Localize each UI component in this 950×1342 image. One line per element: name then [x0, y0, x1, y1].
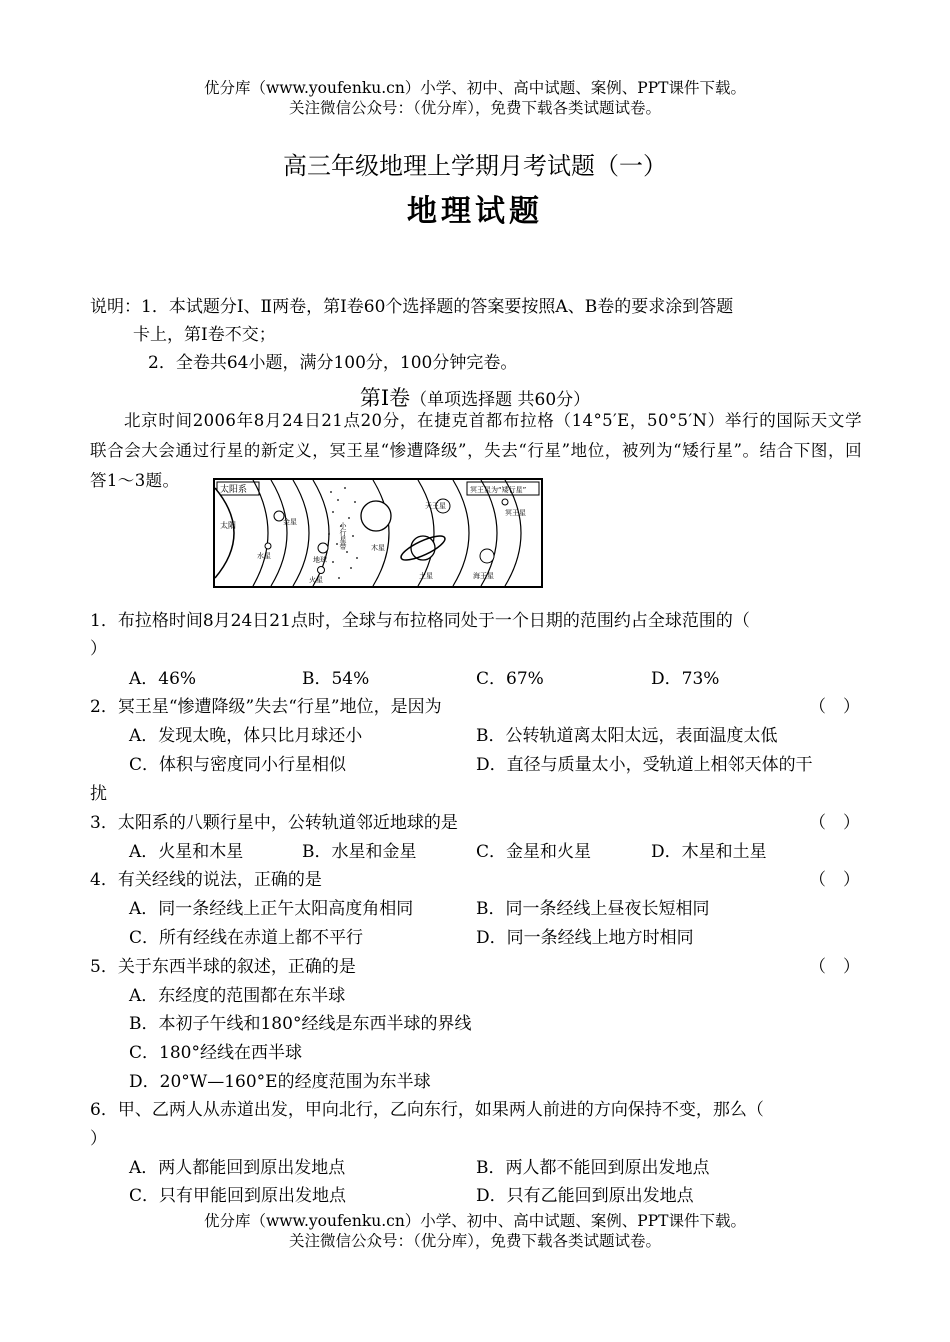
planet-label-earth: 地球: [313, 556, 327, 564]
planet-label-uranus: 天王星: [425, 502, 446, 510]
instruction-line-3: 2．全卷共64小题，满分100分，100分钟完卷。: [148, 353, 518, 373]
q6-option-d: D．只有乙能回到原出发地点: [476, 1186, 694, 1206]
q1-stem: 1．布拉格时间8月24日21点时，全球与布拉格同处于一个日期的范围约占全球范围的（: [90, 611, 750, 631]
exam-title: 高三年级地理上学期月考试题（一）: [283, 152, 667, 180]
q5-option-b: B．本初子午线和180°经线是东西半球的界线: [129, 1014, 472, 1034]
q2-stem: 2．冥王星“惨遭降级”失去“行星”地位，是因为: [90, 697, 442, 717]
asteroid-belt-label: 小行星带: [339, 522, 347, 550]
q2-option-b: B．公转轨道离太阳太远，表面温度太低: [476, 726, 778, 746]
q1-option-a: A．46%: [129, 669, 197, 689]
q6-option-b: B．两人都不能回到原出发地点: [476, 1158, 710, 1178]
figure-label-right: 冥王星为“矮行星”: [470, 486, 527, 494]
q6-stem-tail: ）: [90, 1129, 107, 1149]
planet-earth: [318, 543, 328, 553]
q1-option-c: C．67%: [476, 669, 544, 689]
planet-label-neptune: 海王星: [473, 572, 494, 580]
q1-stem-tail: ）: [90, 639, 107, 659]
section-note: （单项选择题 共60分）: [410, 390, 591, 410]
q2-option-d-tail: 扰: [90, 784, 107, 804]
q2-option-a: A．发现太晚，体只比月球还小: [129, 726, 363, 746]
exam-subtitle: 地理试题: [407, 194, 543, 229]
q6-stem: 6．甲、乙两人从赤道出发，甲向北行，乙向东行，如果两人前进的方向保持不变，那么（: [90, 1100, 764, 1120]
planet-neptune: [480, 549, 494, 563]
q4-option-a: A．同一条经线上正午太阳高度角相同: [129, 899, 414, 919]
planet-jupiter: [361, 501, 391, 531]
q4-option-d: D．同一条经线上地方时相同: [476, 928, 694, 948]
q1-option-d: D．73%: [651, 669, 720, 689]
q5-option-a: A．东经度的范围都在东半球: [129, 986, 346, 1006]
q1-option-b: B．54%: [302, 669, 370, 689]
q3-option-a: A．火星和木星: [129, 842, 244, 862]
q6-option-c: C．只有甲能回到原出发地点: [129, 1186, 347, 1206]
planet-label-saturn: 土星: [419, 572, 433, 580]
q3-option-c: C．金星和火星: [476, 842, 592, 862]
q2-option-d: D．直径与质量太小，受轨道上相邻天体的干: [476, 755, 813, 775]
header-line-1: 优分库（www.youfenku.cn）小学、初中、高中试题、案例、PPT课件下载。: [203, 79, 747, 97]
planet-mars: [318, 567, 325, 574]
planet-label-jupiter: 木星: [371, 544, 385, 552]
q3-answer-bracket: （ ）: [809, 813, 860, 833]
planet-label-mars: 火星: [309, 576, 323, 584]
q3-option-b: B．水星和金星: [302, 842, 417, 862]
section-title: 第Ⅰ卷: [359, 386, 411, 410]
q3-stem: 3．太阳系的八颗行星中，公转轨道邻近地球的是: [90, 813, 458, 833]
footer-line-2: 关注微信公众号：（优分库），免费下载各类试题试卷。: [288, 1232, 661, 1250]
planet-label-pluto: 冥王星: [505, 509, 526, 517]
q5-answer-bracket: （ ）: [809, 957, 860, 977]
q2-answer-bracket: （ ）: [809, 697, 860, 717]
q6-option-a: A．两人都能回到原出发地点: [129, 1158, 346, 1178]
planet-mercury: [265, 543, 271, 549]
q4-stem: 4．有关经线的说法，正确的是: [90, 870, 322, 890]
planet-pluto: [502, 499, 508, 505]
footer-line-1: 优分库（www.youfenku.cn）小学、初中、高中试题、案例、PPT课件下载。: [203, 1212, 747, 1230]
q3-option-d: D．木星和土星: [651, 842, 767, 862]
header-line-2: 关注微信公众号：（优分库），免费下载各类试题试卷。: [288, 99, 661, 117]
instruction-line-1: 说明：1．本试题分Ⅰ、Ⅱ两卷，第Ⅰ卷60个选择题的答案要按照A、B卷的要求涂到答题: [90, 297, 734, 317]
passage-text: 北京时间2006年8月24日21点20分，在捷克首都布拉格（14°5′E，50°5′N）举行的国际天文学联合会大会通过行星的新定义，冥王星“惨遭降级”，失去“行星”地位，被列为“矮行星”。结合下图，回答1～3题。: [90, 411, 862, 490]
q4-answer-bracket: （ ）: [809, 870, 860, 890]
figure-label-left: 太阳系: [220, 485, 248, 495]
solar-system-figure: [213, 478, 543, 588]
q5-option-c: C．180°经线在西半球: [129, 1043, 302, 1063]
q5-option-d: D．20°W—160°E的经度范围为东半球: [129, 1072, 431, 1092]
planet-label-venus: 金星: [283, 518, 297, 526]
sun-label: 太阳: [220, 521, 236, 530]
q4-option-b: B．同一条经线上昼夜长短相同: [476, 899, 710, 919]
q5-stem: 5．关于东西半球的叙述，正确的是: [90, 957, 356, 977]
q2-option-c: C．体积与密度同小行星相似: [129, 755, 347, 775]
q4-option-c: C．所有经线在赤道上都不平行: [129, 928, 364, 948]
planet-label-mercury: 水星: [257, 552, 271, 560]
instruction-line-2: 卡上，第Ⅰ卷不交；: [133, 325, 276, 345]
